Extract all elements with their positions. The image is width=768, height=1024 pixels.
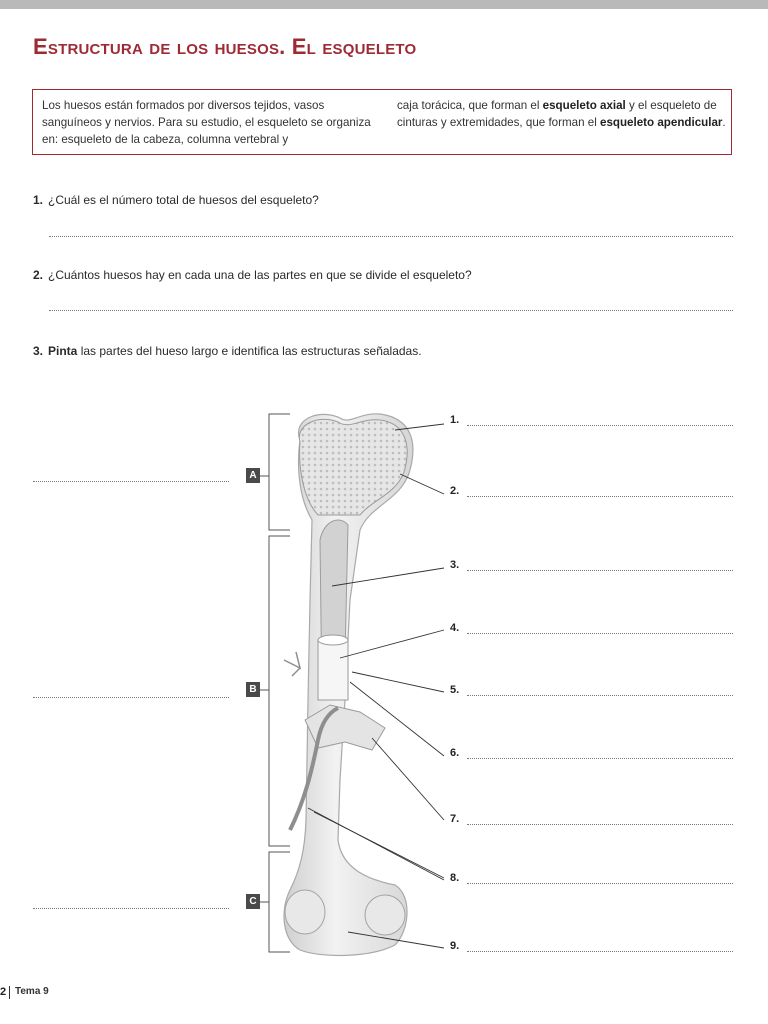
- structure-label-2: 2.: [450, 485, 460, 497]
- intro-left-text: Los huesos están formados por diversos tejidos, vasos sanguíneos y nervios. Para su estudio, el esqueleto se organiza en: esqueleto de la cabeza, columna vertebral y: [42, 99, 371, 146]
- structure-label-8: 8.: [450, 872, 460, 884]
- answer-line-structure-4[interactable]: [467, 633, 733, 634]
- structure-label-9: 9.: [450, 940, 460, 952]
- structure-label-3: 3.: [450, 559, 460, 571]
- page-number: 2: [0, 986, 7, 998]
- footer-divider: [9, 986, 10, 999]
- answer-line-structure-7[interactable]: [467, 824, 733, 825]
- answer-line-structure-9[interactable]: [467, 951, 733, 952]
- nerve: [284, 652, 300, 676]
- structure-label-1: 1.: [450, 414, 460, 426]
- page-title: Estructura de los huesos. El esqueleto: [33, 34, 417, 59]
- answer-line-structure-8[interactable]: [467, 883, 733, 884]
- question-number: 3.: [33, 344, 44, 358]
- distal-condyle-left: [285, 890, 325, 934]
- cut-section: [318, 640, 348, 700]
- question-text: las partes del hueso largo e identifica las estructuras señaladas.: [77, 344, 422, 358]
- section-label-a: A: [246, 468, 260, 483]
- answer-line-structure-2[interactable]: [467, 496, 733, 497]
- section-label-b: B: [246, 682, 260, 697]
- question-text: ¿Cuál es el número total de huesos del esqueleto?: [48, 193, 319, 207]
- answer-line-a[interactable]: [33, 481, 229, 482]
- answer-line-structure-5[interactable]: [467, 695, 733, 696]
- structure-label-5: 5.: [450, 684, 460, 696]
- intro-right-text: caja torácica, que forman el esqueleto axial y el esqueleto de cinturas y extremidades, que forman el esqueleto apendicular.: [397, 99, 726, 129]
- answer-line-b[interactable]: [33, 697, 229, 698]
- structure-label-7: 7.: [450, 813, 460, 825]
- answer-line-structure-6[interactable]: [467, 758, 733, 759]
- question-verb: Pinta: [48, 344, 78, 358]
- answer-line-structure-3[interactable]: [467, 570, 733, 571]
- section-label-c: C: [246, 894, 260, 909]
- proximal-epiphysis: [299, 419, 407, 515]
- structure-label-4: 4.: [450, 622, 460, 634]
- footer-section: Tema 9: [15, 986, 49, 997]
- answer-line-c[interactable]: [33, 908, 229, 909]
- question-number: 1.: [33, 193, 44, 207]
- structure-label-6: 6.: [450, 747, 460, 759]
- question-text: ¿Cuántos huesos hay en cada una de las partes en que se divide el esqueleto?: [48, 268, 472, 282]
- question-number: 2.: [33, 268, 44, 282]
- distal-condyle-right: [365, 895, 405, 935]
- answer-line-structure-1[interactable]: [467, 425, 733, 426]
